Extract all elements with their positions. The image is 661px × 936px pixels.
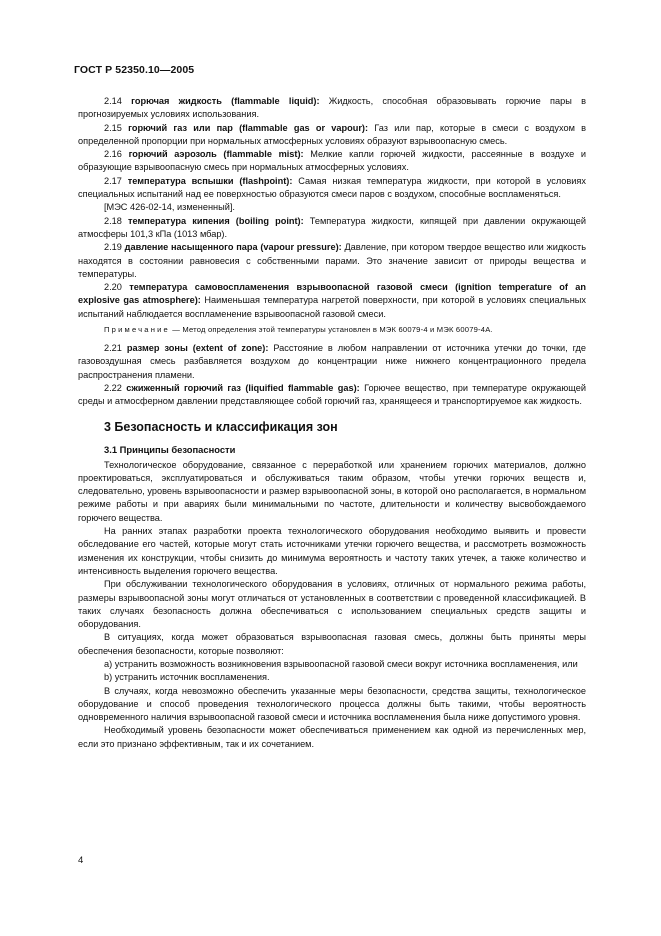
term-text: Мелкие капли горючей жидкости, рассеянные в воздухе и образующие взрывоопасную смесь при нормальных атмосферных условиях. xyxy=(78,149,587,173)
body-paragraph: В ситуациях, когда может образоваться взрывоопасная газовая смесь, должны быть приняты меры обеспечения безопасности, которые позволяют: xyxy=(78,632,586,656)
term-text: Давление, при котором твердое вещество или жидкость находятся в состоянии равновесия с собственными парами. Это значение зависит от природы вещества и температуры. xyxy=(78,242,587,279)
term-definition xyxy=(78,215,586,242)
term-name: температура кипения (boiling point): xyxy=(128,215,304,226)
term-name: размер зоны (extent of zone): xyxy=(126,343,269,354)
body-paragraph: В случаях, когда невозможно обеспечить указанные меры безопасности, средства защиты, технологическое оборудование и способ проведения технологического процесса должны быть такими, чтобы вероятность одновременного наличия взрывоопасной газовой смеси и источника воспламенения была ниже допустимого уровня. xyxy=(78,685,586,723)
subsection-title: 3.1 Принципы безопасности xyxy=(104,443,236,455)
note xyxy=(78,324,586,336)
term-definition xyxy=(78,241,586,281)
term-text: Расстояние в любом направлении от источника утечки до точки, где газовоздушная смесь разбавляется воздухом до концентрации ниже нижнего концентрационного предела распространения пламени. xyxy=(78,343,586,380)
document-header: ГОСТ Р 52350.10—2005 xyxy=(74,64,195,76)
note-text: — Метод определения этой температуры установлен в МЭК 60079-4 и МЭК 60079-4А. xyxy=(172,325,493,335)
body-paragraph: a) устранить возможность возникновения взрывоопасной газовой смеси вокруг источника воспламенения, или xyxy=(104,658,578,669)
term-definition xyxy=(78,281,586,321)
body-paragraph: На ранних этапах разработки проекта технологического оборудования необходимо выявить и провести обследование его частей, которые могут стать источниками утечки горючего вещества, и рассмотреть возможность изменения их конструкции, чтобы снизить до минимума вероятность и частоту таких утечек, а также количество и интенсивность выделения горючего вещества. xyxy=(78,526,586,576)
term-text: Жидкость, способная образовывать горючие пары в прогнозируемых условиях использования. xyxy=(78,96,586,120)
term-definition xyxy=(78,175,586,202)
term-text: [МЭС 426-02-14, измененный]. xyxy=(104,202,235,213)
term-name: давление насыщенного пара (vapour pressure): xyxy=(124,242,342,253)
term-number: 2.20 xyxy=(104,282,122,293)
term-definition xyxy=(78,95,586,122)
terms-list xyxy=(78,95,586,321)
term-name: сжиженный горючий газ (liquified flammable gas): xyxy=(126,382,360,393)
term-definition xyxy=(78,201,586,214)
term-name: температура вспышки (flashpoint): xyxy=(127,175,293,186)
term-definition xyxy=(78,148,586,175)
document-body xyxy=(78,95,586,751)
term-number: 2.16 xyxy=(104,149,122,160)
term-name: температура самовоспламенения взрывоопасной газовой смеси (ignition temperature of an explosive gas atmosphere): xyxy=(78,282,586,306)
term-definition xyxy=(78,342,586,382)
term-definition xyxy=(78,382,586,409)
term-number: 2.21 xyxy=(104,343,122,354)
page-number: 4 xyxy=(78,855,84,866)
term-definition xyxy=(78,122,586,149)
term-name: горючий газ или пар (flammable gas or vapour): xyxy=(128,122,369,133)
term-number: 2.15 xyxy=(104,122,122,133)
section-title: 3 Безопасность и классификация зон xyxy=(104,419,338,434)
body-paragraph: b) устранить источник воспламенения. xyxy=(104,672,270,683)
section-paragraphs xyxy=(78,459,586,752)
body-paragraph: Технологическое оборудование, связанное с переработкой или хранением горючих материалов, должно проектироваться, эксплуатироваться и обслуживаться таким образом, чтобы утечки горючих веществ и, следовательно, уровень взрывоопасности и размер взрывоопасной зоны, в которой оно располагается, в нормальном режиме работы и при авариях были минимальными по частоте, длительности и количеству высвобождаемого горючего вещества. xyxy=(78,459,587,523)
term-number: 2.18 xyxy=(104,215,122,226)
term-text: Горючее вещество, при температуре окружающей среды и атмосферном давлении представляющее собой горючий газ, хранящееся и транспортируемое как жидкость. xyxy=(78,382,586,407)
term-name: горючий аэрозоль (flammable mist): xyxy=(128,149,304,160)
term-text: Наименьшая температура нагретой поверхности, при которой в условиях специальных испытаний наблюдается воспламенение взрывоопасной газовой смеси. xyxy=(78,295,586,319)
body-paragraph: При обслуживании технологического оборудования в условиях, отличных от нормального режима работы, размеры взрывоопасной зоны могут отличаться от установленных в соответствии с проведенной классификацией. В таких случаях безопасность должна обеспечиваться с использованием специальных средств защиты и оборудования. xyxy=(78,579,586,630)
term-number: 2.19 xyxy=(104,242,122,253)
term-text: Температура жидкости, кипящей при давлении окружающей атмосферы 101,3 кПа (1013 мбар). xyxy=(78,215,586,239)
term-number: 2.17 xyxy=(104,175,122,186)
term-name: горючая жидкость (flammable liquid): xyxy=(131,96,320,106)
term-text: Самая низкая температура жидкости, при которой в условиях специальных испытаний над ее поверхностью образуются смеси паров с воздухом, способные воспламеняться. xyxy=(78,175,586,200)
terms-list-2 xyxy=(78,342,586,408)
term-text: Газ или пар, которые в смеси с воздухом в определенной пропорции при нормальных атмосферных условиях образуют взрывоопасную смесь. xyxy=(78,122,586,146)
note-label: Примечание xyxy=(104,325,170,335)
term-number: 2.22 xyxy=(104,382,122,393)
body-paragraph: Необходимый уровень безопасности может обеспечиваться применением как одной из перечисленных мер, если это признано эффективным, так и их сочетанием. xyxy=(78,725,586,749)
term-number: 2.14 xyxy=(104,96,122,106)
